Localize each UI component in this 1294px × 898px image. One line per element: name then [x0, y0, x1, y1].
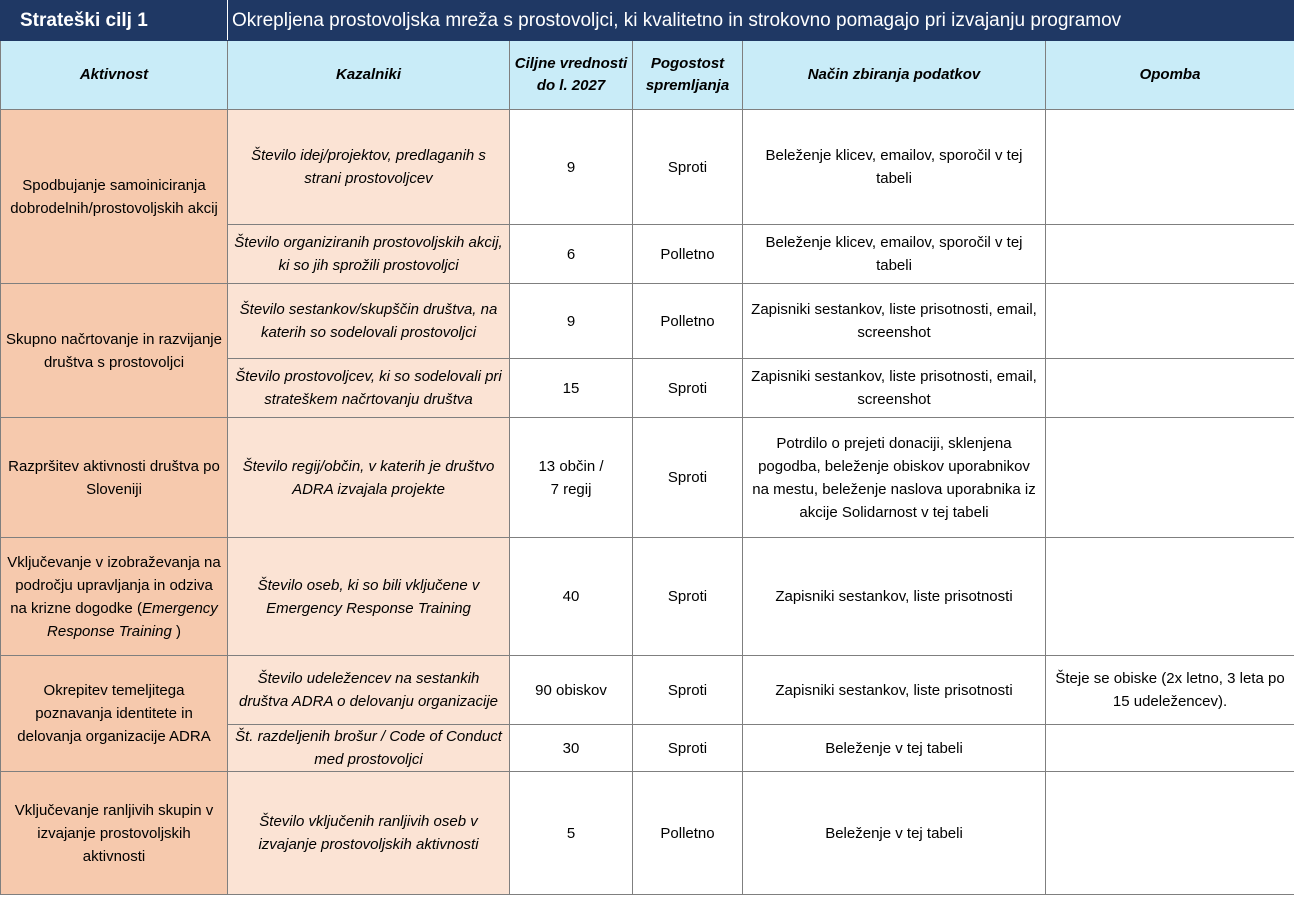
indicator-cell: Št. razdeljenih brošur / Code of Conduct med prostovoljci	[228, 725, 510, 772]
target-cell: 9	[510, 284, 633, 359]
indicator-cell: Število sestankov/skupščin društva, na katerih so sodelovali prostovoljci	[228, 284, 510, 359]
frequency-cell: Sproti	[633, 538, 743, 656]
activity-cell: Razpršitev aktivnosti društva po Sloveniji	[1, 418, 228, 538]
activity-text-suffix: )	[171, 622, 181, 640]
note-cell	[1046, 725, 1294, 772]
header-activity: Aktivnost	[1, 41, 228, 110]
table-row	[1, 772, 1294, 895]
table-row	[1, 538, 1294, 656]
frequency-cell: Polletno	[633, 225, 743, 284]
method-cell: Beleženje v tej tabeli	[743, 772, 1046, 895]
activity-cell: Vključevanje ranljivih skupin v izvajanje prostovoljskih aktivnosti	[1, 772, 228, 895]
indicator-cell: Število regij/občin, v katerih je društvo ADRA izvajala projekte	[228, 418, 510, 538]
frequency-cell: Sproti	[633, 110, 743, 225]
note-cell	[1046, 359, 1294, 418]
header-target-line1: Ciljne vrednosti	[514, 55, 628, 72]
activity-text: Vključevanje v izobraževanja na področju upravljanja in odziva na krizne dogodke (	[7, 553, 221, 617]
note-cell	[1046, 538, 1294, 656]
header-target	[510, 41, 633, 110]
method-cell: Beleženje v tej tabeli	[743, 725, 1046, 772]
note-cell: Šteje se obiske (2x letno, 3 leta po 15 udeležencev).	[1046, 656, 1294, 725]
header-frequency	[633, 41, 743, 110]
frequency-cell: Sproti	[633, 359, 743, 418]
indicator-cell: Število oseb, ki so bili vključene v Emergency Response Training	[228, 538, 510, 656]
activity-cell: Spodbujanje samoiniciranja dobrodelnih/prostovoljskih akcij	[1, 110, 228, 284]
activity-cell	[1, 538, 228, 656]
note-cell	[1046, 284, 1294, 359]
method-cell: Potrdilo o prejeti donaciji, sklenjena pogodba, beleženje obiskov uporabnikov na mestu, beleženje naslova uporabnika iz akcije Solidarnost v tej tabeli	[743, 418, 1046, 538]
target-cell: 15	[510, 359, 633, 418]
frequency-cell: Sproti	[633, 656, 743, 725]
goal-label: Strateški cilj 1	[1, 1, 228, 41]
table-row	[1, 284, 1294, 359]
indicator-cell: Število organiziranih prostovoljskih akcij, ki so jih sprožili prostovoljci	[228, 225, 510, 284]
header-frequency-line2: spremljanja	[645, 77, 730, 94]
note-cell	[1046, 418, 1294, 538]
table-row	[1, 418, 1294, 538]
target-cell: 5	[510, 772, 633, 895]
note-cell	[1046, 772, 1294, 895]
goal-title-row	[1, 1, 1294, 41]
target-line1: 13 občin /	[538, 457, 604, 475]
header-row	[1, 41, 1294, 110]
indicator-cell: Število vključenih ranljivih oseb v izvajanje prostovoljskih aktivnosti	[228, 772, 510, 895]
target-cell: 40	[510, 538, 633, 656]
frequency-cell: Sproti	[633, 725, 743, 772]
indicator-cell: Število idej/projektov, predlaganih s strani prostovoljcev	[228, 110, 510, 225]
frequency-cell: Polletno	[633, 284, 743, 359]
table-row	[1, 110, 1294, 225]
method-cell: Zapisniki sestankov, liste prisotnosti	[743, 538, 1046, 656]
header-target-line2: do l. 2027	[536, 77, 606, 94]
table-row	[1, 656, 1294, 725]
activity-cell: Skupno načrtovanje in razvijanje društva s prostovoljci	[1, 284, 228, 418]
frequency-cell: Polletno	[633, 772, 743, 895]
method-cell: Zapisniki sestankov, liste prisotnosti	[743, 656, 1046, 725]
header-indicators: Kazalniki	[228, 41, 510, 110]
note-cell	[1046, 110, 1294, 225]
activity-text-italic: Emergency Response Training	[47, 599, 218, 640]
method-cell: Zapisniki sestankov, liste prisotnosti, email, screenshot	[743, 359, 1046, 418]
header-note: Opomba	[1046, 41, 1294, 110]
target-cell: 6	[510, 225, 633, 284]
target-cell: 90 obiskov	[510, 656, 633, 725]
method-cell: Beleženje klicev, emailov, sporočil v tej tabeli	[743, 110, 1046, 225]
header-frequency-line1: Pogostost	[650, 55, 725, 72]
goal-text: Okrepljena prostovoljska mreža s prostovoljci, ki kvalitetno in strokovno pomagajo pri izvajanju programov	[228, 1, 1294, 41]
target-cell: 30	[510, 725, 633, 772]
frequency-cell: Sproti	[633, 418, 743, 538]
indicator-cell: Število prostovoljcev, ki so sodelovali pri strateškem načrtovanju društva	[228, 359, 510, 418]
header-method: Način zbiranja podatkov	[743, 41, 1046, 110]
activity-cell: Okrepitev temeljitega poznavanja identitete in delovanja organizacije ADRA	[1, 656, 228, 772]
target-line2: 7 regij	[550, 480, 592, 498]
method-cell: Beleženje klicev, emailov, sporočil v tej tabeli	[743, 225, 1046, 284]
target-cell: 9	[510, 110, 633, 225]
method-cell: Zapisniki sestankov, liste prisotnosti, email, screenshot	[743, 284, 1046, 359]
note-cell	[1046, 225, 1294, 284]
indicator-cell: Število udeležencev na sestankih društva ADRA o delovanju organizacije	[228, 656, 510, 725]
target-cell	[510, 418, 633, 538]
